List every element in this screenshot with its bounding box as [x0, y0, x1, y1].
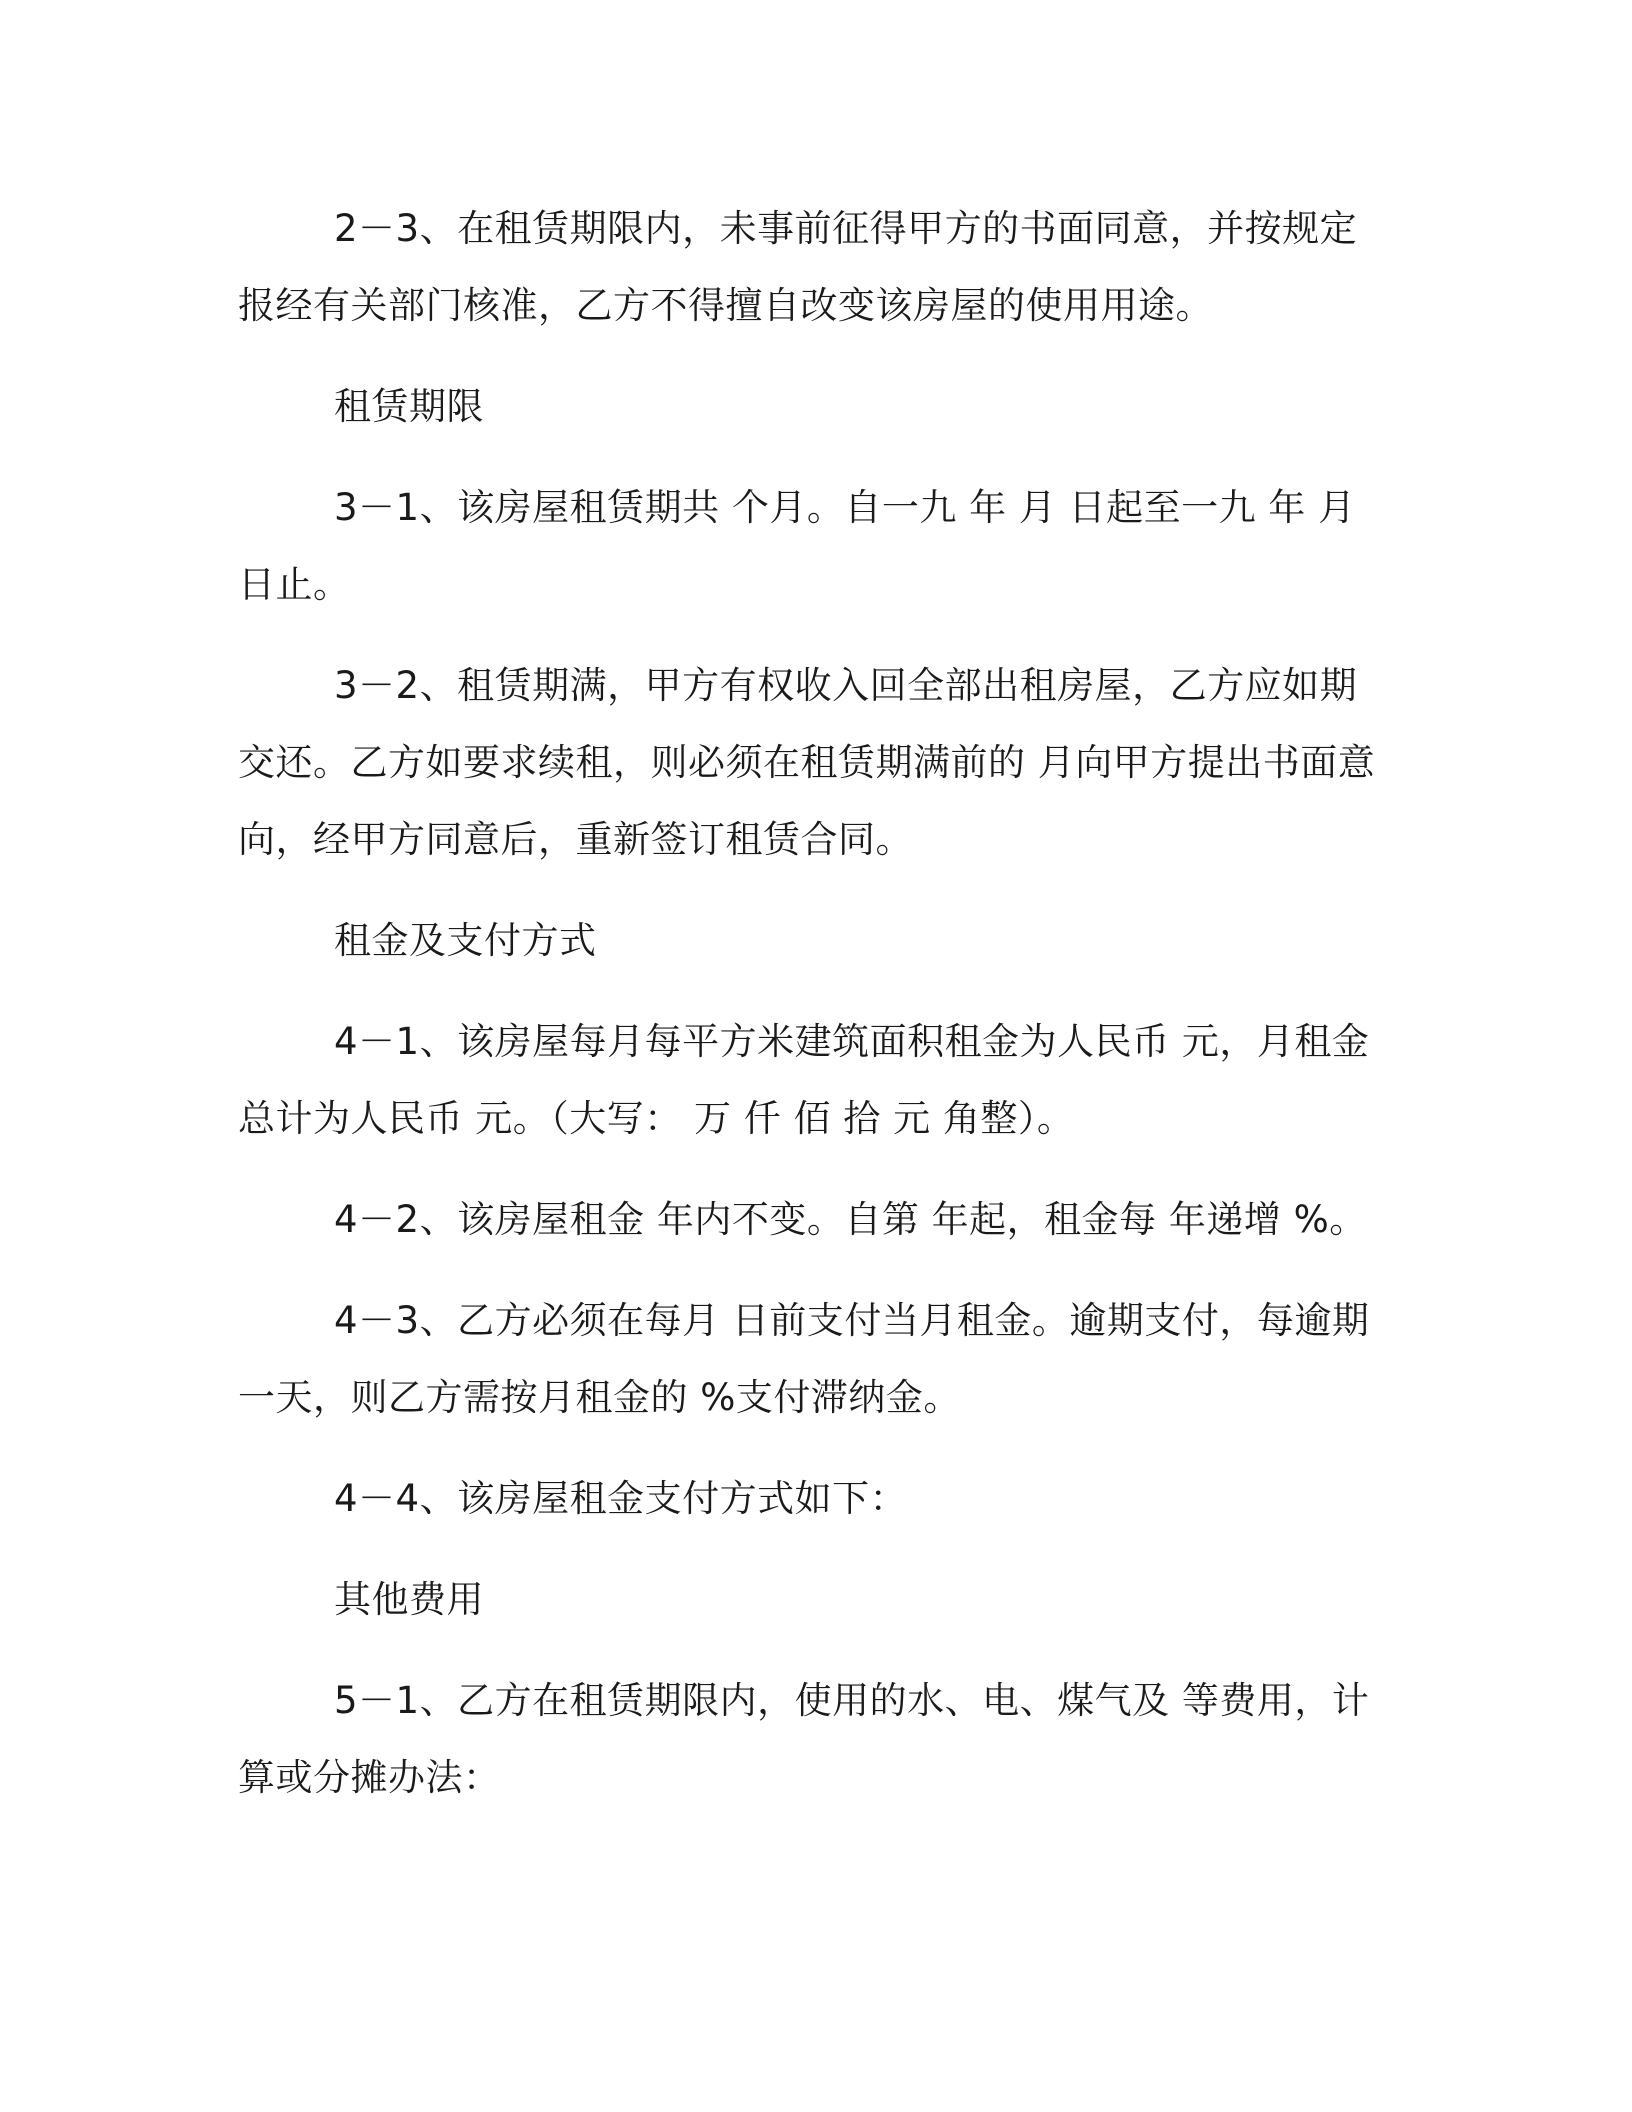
clause-4-1: 4－1、该房屋每月每平方米建筑面积租金为人民币 元，月租金总计为人民币 元。（大写： 万 仟 佰 拾 元 角整）。 — [238, 1020, 1370, 1140]
clause-3-2: 3－2、租赁期满，甲方有权收入回全部出租房屋，乙方应如期交还。乙方如要求续租，则必须在租赁期满前的 月向甲方提出书面意向，经甲方同意后，重新签订租赁合同。 — [238, 664, 1376, 861]
clause-2-3: 2－3、在租赁期限内，未事前征得甲方的书面同意，并按规定报经有关部门核准，乙方不得擅自改变该房屋的使用用途。 — [238, 207, 1358, 327]
clause-3-1: 3－1、该房屋租赁期共 个月。自一九 年 月 日起至一九 年 月 日止。 — [238, 486, 1356, 606]
clause-4-3: 4－3、乙方必须在每月 日前支付当月租金。逾期支付，每逾期一天，则乙方需按月租金的 %支付滞纳金。 — [238, 1299, 1370, 1419]
clause-5-1: 5－1、乙方在租赁期限内，使用的水、电、煤气及 等费用，计算或分摊办法： — [238, 1679, 1370, 1799]
section-heading-rent-payment: 租金及支付方式 — [334, 919, 597, 962]
clause-4-2: 4－2、该房屋租金 年内不变。自第 年起，租金每 年递增 %。 — [334, 1198, 1367, 1241]
document-body — [238, 190, 1388, 1840]
clause-4-4: 4－4、该房屋租金支付方式如下： — [334, 1477, 908, 1520]
section-heading-other-fees: 其他费用 — [334, 1578, 484, 1621]
section-heading-lease-term: 租赁期限 — [334, 385, 484, 428]
